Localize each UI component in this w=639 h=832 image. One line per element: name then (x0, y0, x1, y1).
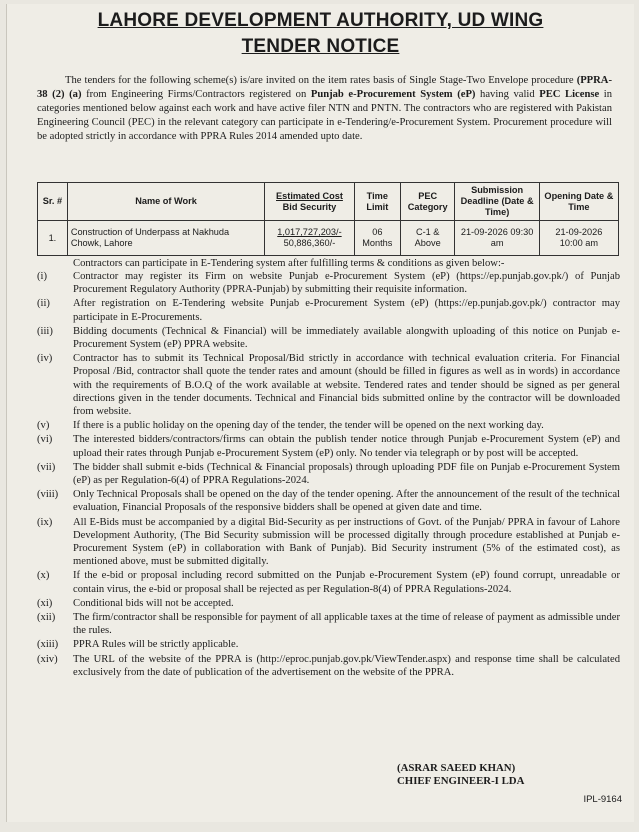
item-number: (i) (37, 271, 47, 282)
cell-sr: 1. (38, 221, 68, 256)
intro-bold-procedure: (PPRA-38 (2) (a) (37, 75, 612, 100)
item-number: (viii) (37, 489, 59, 501)
header-cost: Estimated Cost (276, 190, 343, 201)
item-number: (ii) (37, 298, 50, 310)
item-text: Bidding documents (Technical & Financial) will be immediately available alongwith uploading of this notice on Punjab e-Procurement System (eP) PPRA website. (73, 325, 620, 351)
intro-bold-system: Punjab e-Procurement System (eP) (310, 89, 476, 100)
list-item (37, 419, 620, 432)
item-number: (xii) (37, 612, 56, 624)
list-item (37, 461, 620, 487)
intro-text-2: from Engineering Firms/Contractors registered on (81, 89, 311, 100)
table-row (38, 221, 619, 256)
intro-bold-license: PEC License (539, 89, 600, 100)
signatory-designation: CHIEF ENGINEER-I LDA (397, 775, 525, 787)
list-item (37, 270, 620, 296)
cell-security: 50,886,360/- (283, 238, 336, 248)
table-header-row (38, 183, 619, 221)
list-item (37, 516, 620, 569)
header-pec-category: PEC Category (400, 183, 455, 221)
header-name-of-work: Name of Work (67, 183, 264, 221)
cell-deadline: 21-09-2026 09:30 am (455, 221, 539, 256)
item-text: If the e-bid or proposal including record submitted on the Punjab e-Procurement System (eP) found corrupt, unreadable or contain virus, the e-bid or proposal shall be rejected as per Regulation-8(4) of PPRA Regulations-2024. (73, 570, 620, 595)
page-title: LAHORE DEVELOPMENT AUTHORITY, UD WING (97, 10, 544, 31)
cell-opening: 21-09-2026 10:00 am (539, 221, 618, 256)
item-number: (xiv) (37, 653, 58, 665)
tender-notice-page (6, 4, 634, 822)
item-text: Conditional bids will not be accepted. (73, 597, 234, 609)
reference-code: IPL-9164 (583, 794, 622, 805)
item-number: (iii) (37, 325, 53, 337)
item-number: (iv) (37, 353, 53, 365)
item-text: PPRA Rules will be strictly applicable. (73, 639, 239, 651)
list-item (37, 597, 620, 610)
intro-text-1: The tenders for the following scheme(s) is/are invited on the item rates basis of Single Stage-Two Envelope procedure (65, 75, 577, 86)
item-number: (x) (37, 570, 50, 582)
item-text: After registration on E-Tendering website Punjab e-Procurement System (eP) (https://ep.punjab.gov.pk/) contractor may participate in E-Procurements. (73, 298, 620, 323)
list-item (37, 352, 620, 418)
item-text: The interested bidders/contractors/firms can obtain the publish tender notice through Punjab e-Procurement System (eP) and upload their rates through Punjab e-Procurement System (eP) only. No tender via telegraph or by post will be accepted. (73, 434, 620, 459)
item-number: (xiii) (37, 639, 59, 651)
item-text: The bidder shall submit e-bids (Technical & Financial proposals) through uploading PDF file on Punjab e-Procurement System (eP) as per Regulation-6(4) of PPRA Regulations-2024. (73, 461, 620, 487)
tender-table (37, 182, 619, 256)
item-text: If there is a public holiday on the opening day of the tender, the tender will be opened on the next working day. (73, 420, 544, 432)
cell-pec-category: C-1 & Above (400, 221, 455, 256)
header-submission-deadline: Submission Deadline (Date & Time) (455, 183, 539, 221)
item-text: The URL of the website of the PPRA is (http://eproc.punjab.gov.pk/ViewTender.aspx) and response time shall be calculated exclusively from the date of publication of the advertisement on the website of the PPRA. (73, 653, 620, 678)
list-item (37, 569, 620, 595)
item-number: (xi) (37, 597, 53, 609)
cell-cost: 1,017,727,203/- (277, 227, 342, 237)
list-item (37, 638, 620, 651)
list-item (37, 488, 620, 514)
cell-cost-security (265, 221, 354, 256)
item-text: Contractor has to submit its Technical Proposal/Bid strictly in accordance with technical evaluation criteria. For Financial Proposal /Bid, contractor shall quote the tender rates and amount (should be filled in figures as well as in words) in accordance with the requirements of B.O.Q of the work available at website. Tendered rates and tender should be signed as per general directions given in the tender documents. Technical and Financial bids submitted online by the contractor will be downloaded from website. (73, 353, 620, 418)
header-opening: Opening Date & Time (539, 183, 618, 221)
item-text: All E-Bids must be accompanied by a digital Bid-Security as per instructions of Govt. of the Punjab/ PPRA in favour of Lahore Development Authority, (The Bid Security submission will be processed digitally through procedure established at Punjab e-Procurement System (eP) in collaboration with Bank of Punjab). Bid Security instrument (5% of the estimated cost), as mentioned above, must be submitted digitally. (73, 516, 620, 568)
list-item (37, 611, 620, 637)
header-cost-security (265, 183, 354, 221)
list-item (37, 297, 620, 323)
cell-name-of-work: Construction of Underpass at Nakhuda Chowk, Lahore (67, 221, 264, 256)
list-item (37, 433, 620, 459)
list-item (37, 653, 620, 679)
intro-text-4: in categories mentioned below against each work and have active filer NTN and PNTN. The contractors who are registered with Pakistan Engineering Council (PEC) in the relevant category can participate in e-Tendering/e-Procurement System. Procurement procedure will be adopted strictly in accordance with PPRA Rules 2014 amended upto date. (37, 89, 613, 142)
header-time-limit: Time Limit (354, 183, 400, 221)
header-sr: Sr. # (38, 183, 68, 221)
intro-paragraph (37, 74, 612, 144)
header-security: Bid Security (282, 201, 337, 212)
item-text: Only Technical Proposals shall be opened on the day of the tender opening. After the announcement of the result of the technical evaluation, Financial Proposals of the responsive bidders shall be opened at given date and time. (73, 489, 620, 514)
item-number: (v) (37, 420, 50, 432)
item-text: The firm/contractor shall be responsible for payment of all applicable taxes at the time of release of payment as admissible under the rules. (73, 612, 620, 637)
conditions-list (37, 270, 620, 680)
notice-heading: TENDER NOTICE (241, 36, 400, 57)
signature-block (397, 762, 524, 788)
item-number: (vii) (37, 461, 56, 473)
item-number: (vi) (37, 434, 53, 446)
item-text: Contractor may register its Firm on website Punjab e-Procurement System (eP) (https://ep.punjab.gov.pk/) of Punjab Procurement Regulatory Authority (PPRA-Punjab) by submitting their requisite information. (73, 271, 620, 296)
conditions-lead: Contractors can participate in E-Tendering system after fulfilling terms & conditions as given below:- (73, 258, 505, 269)
list-item (37, 325, 620, 351)
intro-text-3: having valid (475, 89, 540, 100)
cell-time-limit: 06 Months (354, 221, 400, 256)
item-number: (ix) (37, 516, 53, 528)
signatory-name: (ASRAR SAEED KHAN) (397, 762, 516, 774)
